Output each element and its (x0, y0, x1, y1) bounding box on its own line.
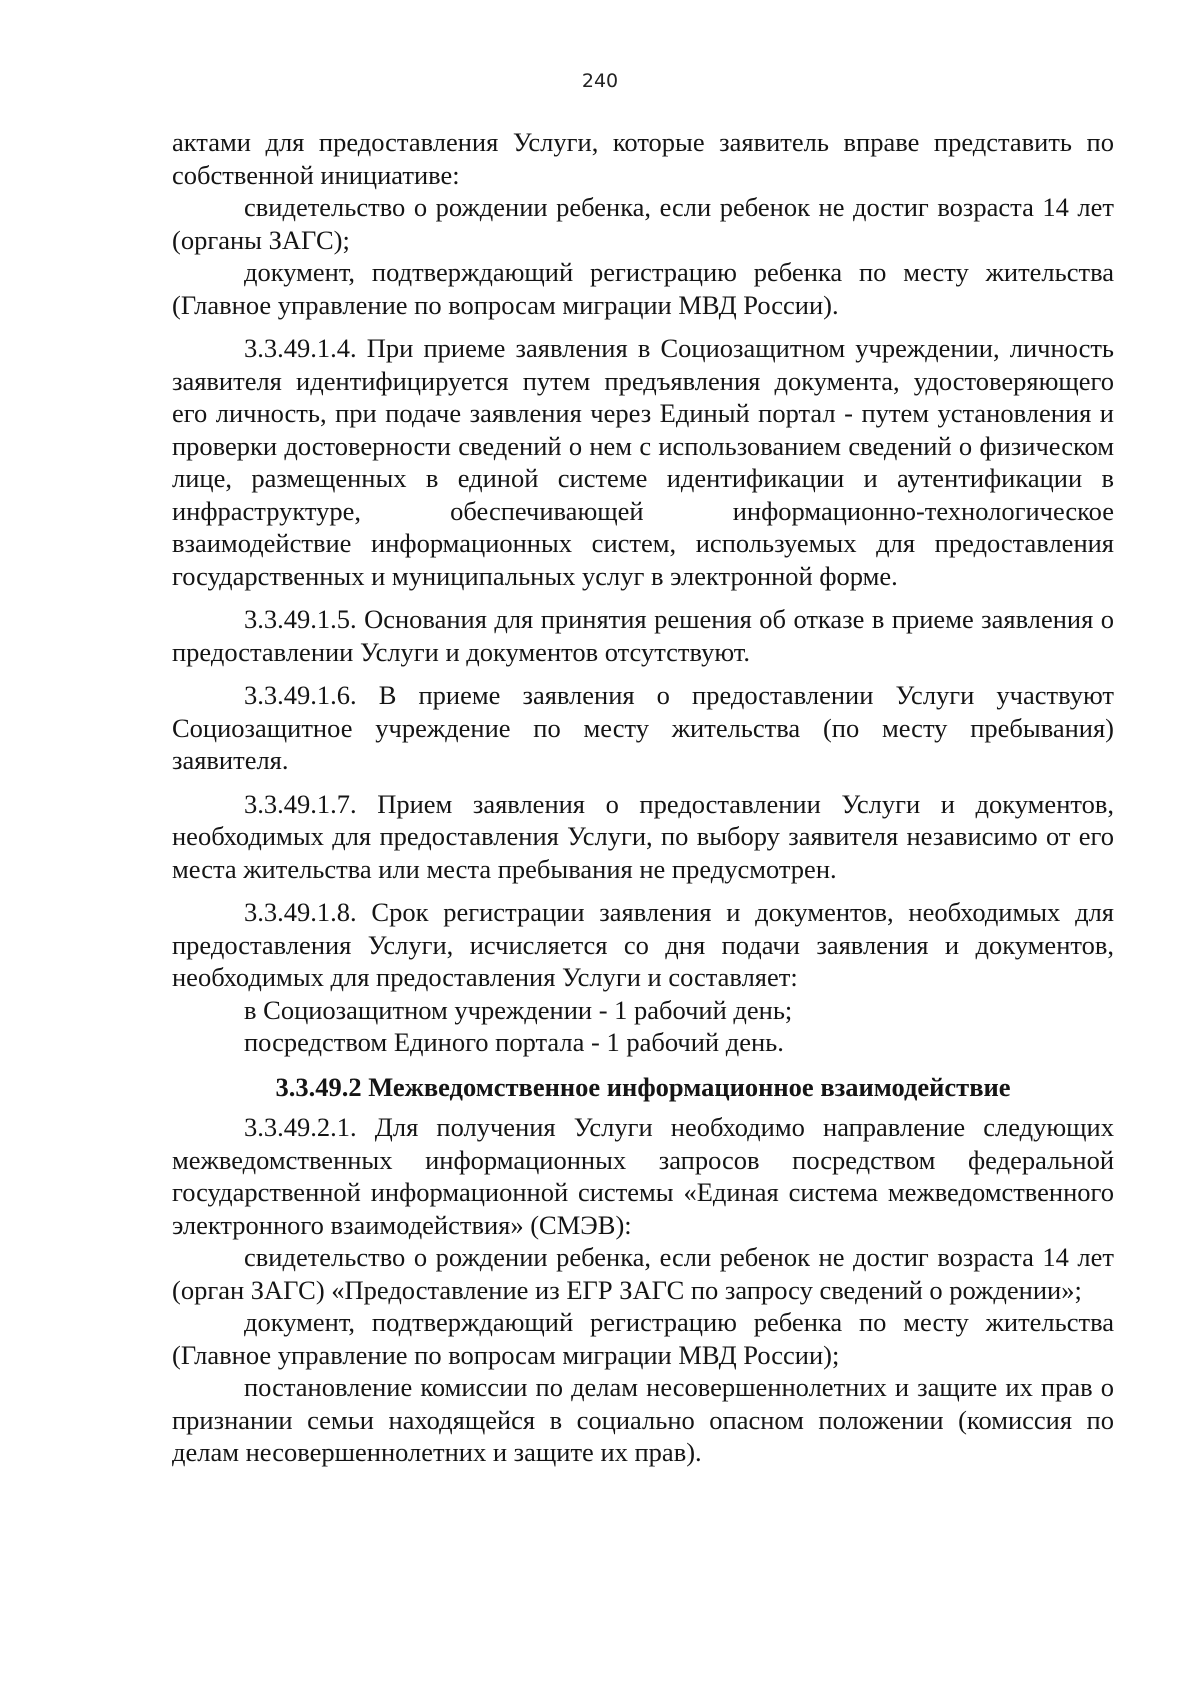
list-item-birth-certificate: свидетельство о рождении ребенка, если ребенок не достиг возраста 14 лет (органы ЗАГС); (172, 192, 1114, 255)
list-item-unified-portal: посредством Единого портала - 1 рабочий день. (244, 1027, 784, 1057)
document-body (172, 126, 1114, 1469)
list-item-birth-certificate-request: свидетельство о рождении ребенка, если ребенок не достиг возраста 14 лет (орган ЗАГС) «Предоставление из ЕГР ЗАГС по запросу сведений о рождении»; (172, 1242, 1114, 1305)
clause-3-3-49-1-4: 3.3.49.1.4. При приеме заявления в Социозащитном учреждении, личность заявителя идентифицируется путем предъявления документа, удостоверяющего его личность, при подаче заявления через Единый портал - путем установления и проверки достоверности сведений о нем с использованием сведений о физическом лице, размещенных в единой системе идентификации и аутентификации в инфраструктуре, обеспечивающей информационно-технологическое взаимодействие информационных систем, используемых для предоставления государственных и муниципальных услуг в электронной форме. (172, 333, 1114, 591)
clause-3-3-49-2-1: 3.3.49.2.1. Для получения Услуги необходимо направление следующих межведомственных информационных запросов посредством федеральной государственной информационной системы «Единая система межведомственного электронного взаимодействия» (СМЭВ): (172, 1112, 1114, 1240)
paragraph-continuation: актами для предоставления Услуги, которые заявитель вправе представить по собственной инициативе: (172, 127, 1114, 190)
section-heading: 3.3.49.2 Межведомственное информационное взаимодействие (275, 1071, 1011, 1102)
list-item-commission-resolution: постановление комиссии по делам несовершеннолетних и защите их прав о признании семьи находящейся в социально опасном положении (комиссия по делам несовершеннолетних и защите их прав). (172, 1372, 1114, 1467)
clause-3-3-49-1-6: 3.3.49.1.6. В приеме заявления о предоставлении Услуги участвуют Социозащитное учреждение по месту жительства (по месту пребывания) заявителя. (172, 680, 1114, 775)
clause-3-3-49-1-7: 3.3.49.1.7. Прием заявления о предоставлении Услуги и документов, необходимых для предоставления Услуги, по выбору заявителя независимо от его места жительства или места пребывания не предусмотрен. (172, 788, 1114, 884)
list-item-registration-request: документ, подтверждающий регистрацию ребенка по месту жительства (Главное управление по вопросам миграции МВД России); (172, 1307, 1114, 1370)
page-number: 240 (581, 70, 619, 92)
clause-3-3-49-1-8: 3.3.49.1.8. Срок регистрации заявления и документов, необходимых для предоставления Услуги, исчисляется со дня подачи заявления и документов, необходимых для предоставления Услуги и составляет: (172, 897, 1114, 992)
clause-3-3-49-1-5: 3.3.49.1.5. Основания для принятия решения об отказе в приеме заявления о предоставлении Услуги и документов отсутствуют. (172, 604, 1114, 667)
list-item-registration-document: документ, подтверждающий регистрацию ребенка по месту жительства (Главное управление по вопросам миграции МВД России). (172, 257, 1114, 320)
list-item-social-institution: в Социозащитном учреждении - 1 рабочий день; (244, 994, 793, 1025)
